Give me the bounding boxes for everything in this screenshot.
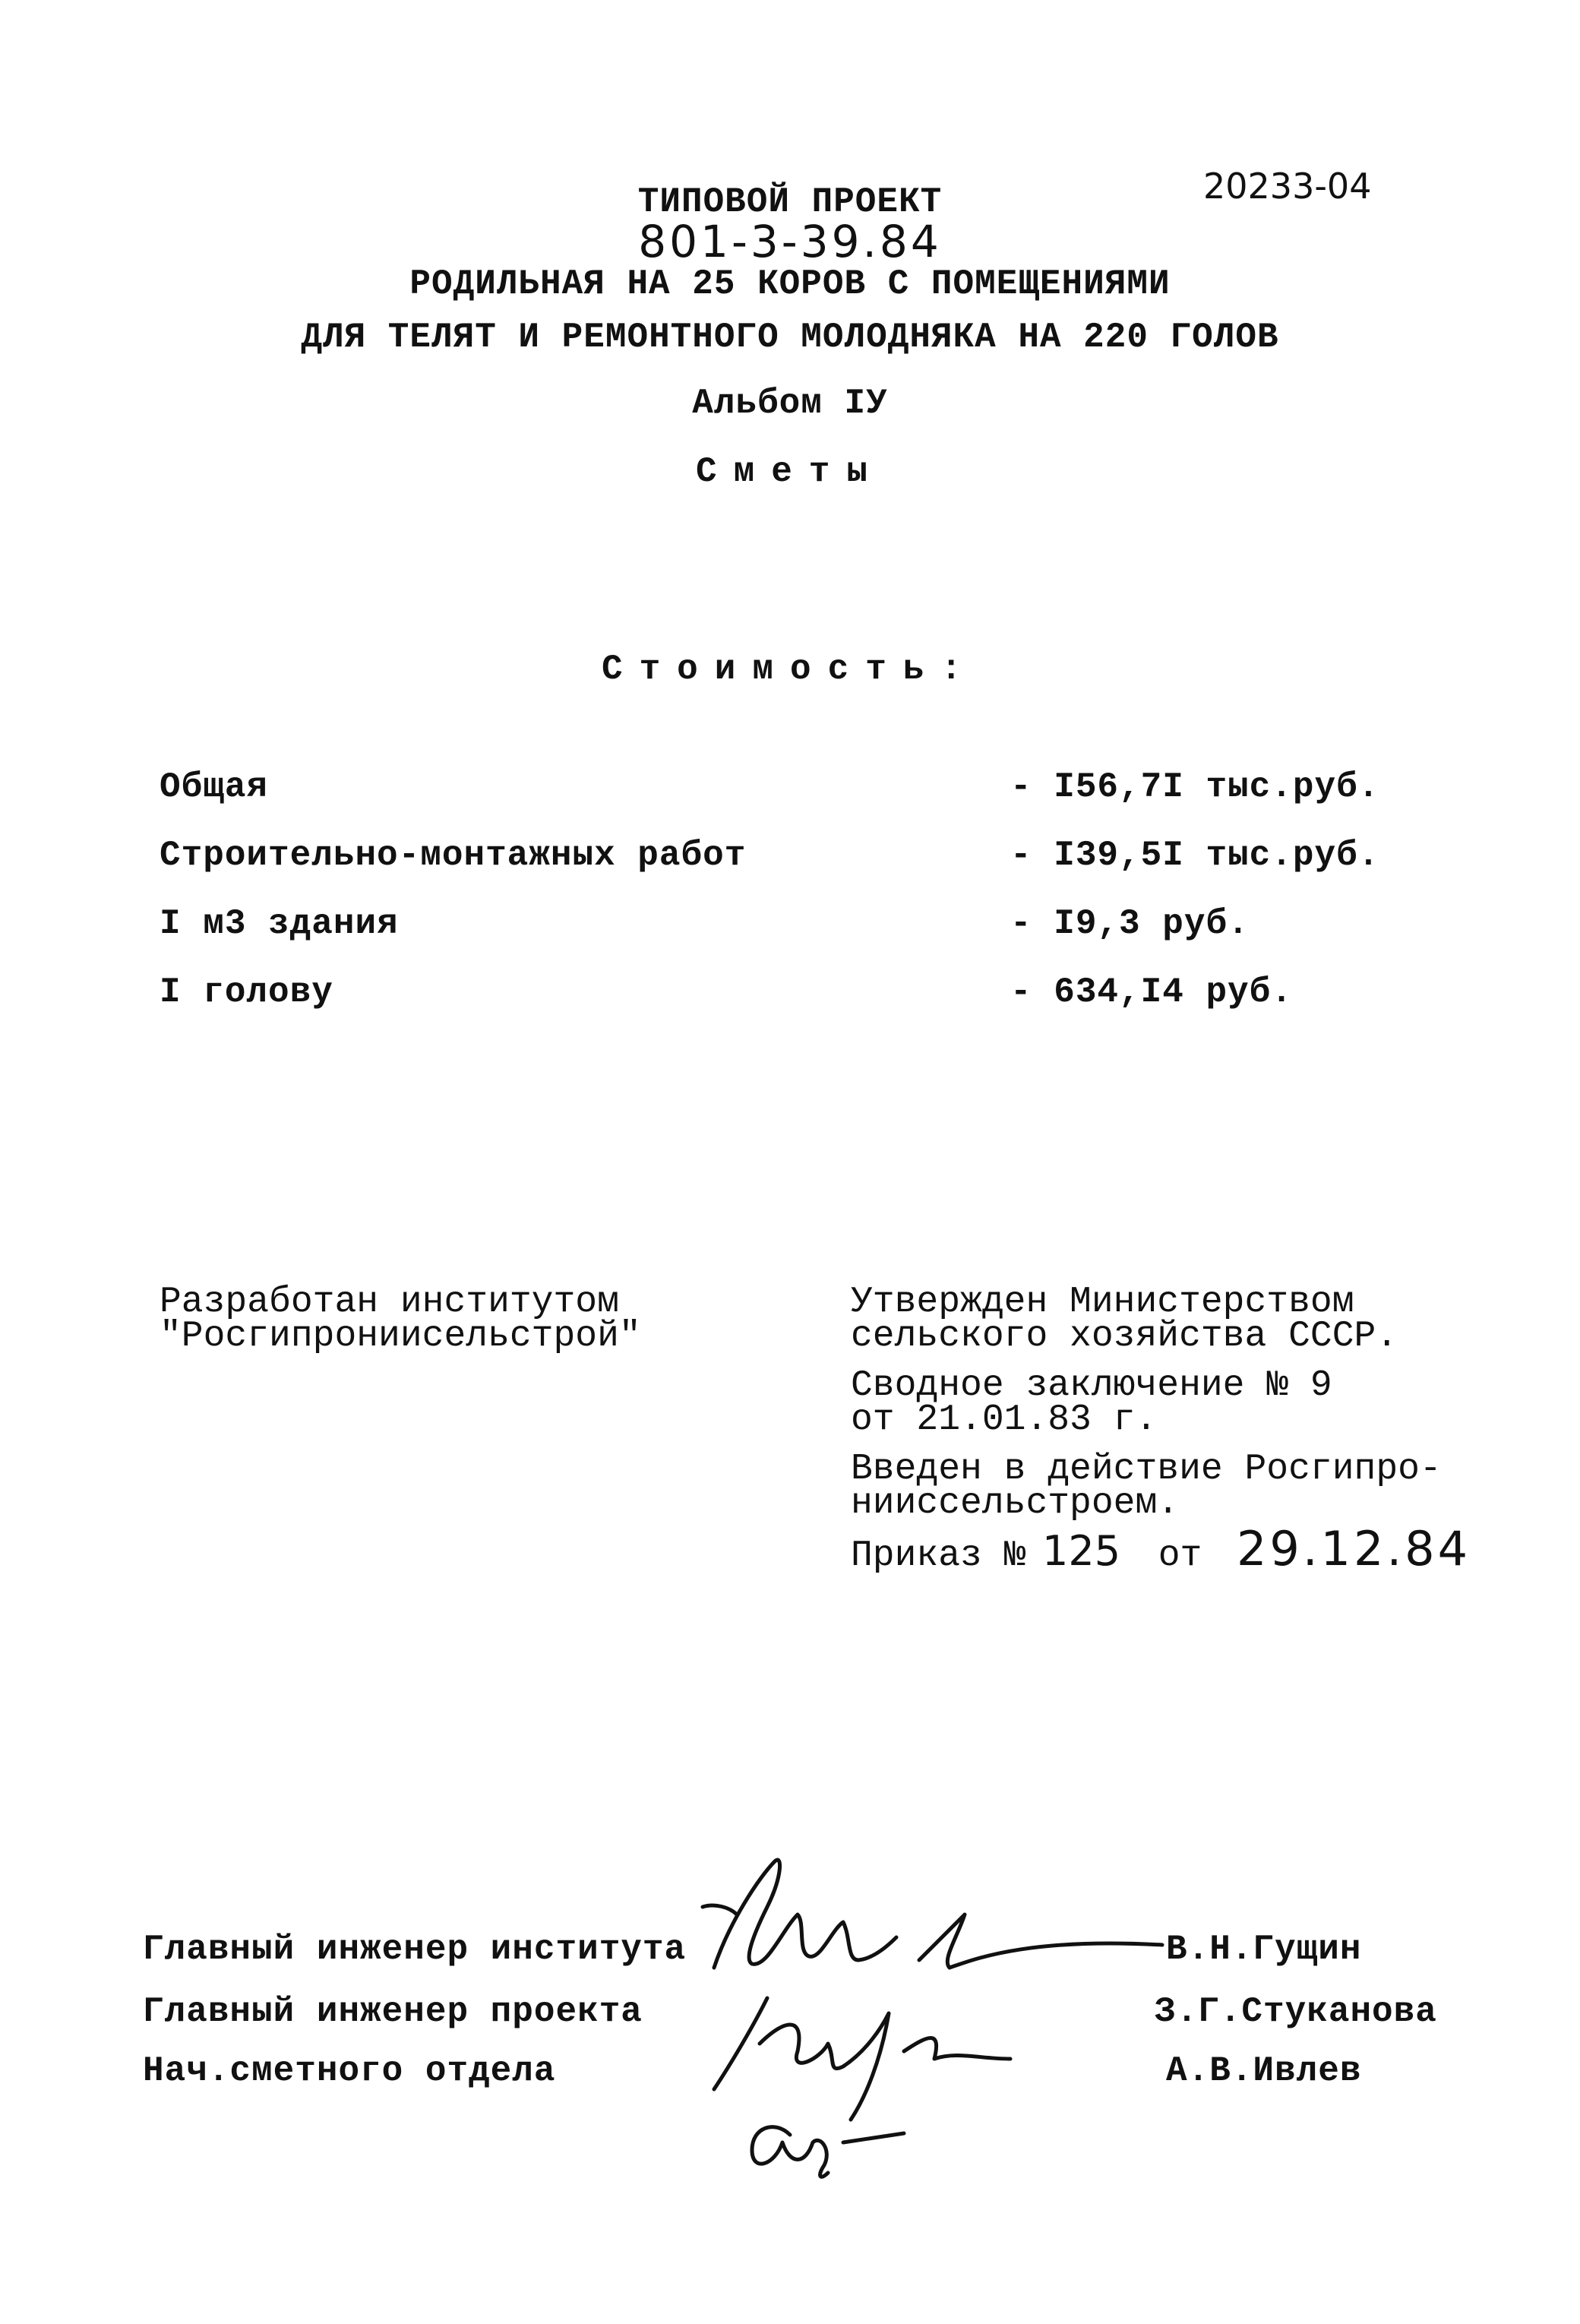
- developer-line2: "Росгипрониисельстрой": [160, 1316, 641, 1357]
- order-number: 125: [1042, 1527, 1121, 1575]
- cost-label: I м3 здания: [160, 904, 399, 944]
- developer-line1: Разработан институтом: [160, 1282, 619, 1323]
- approval-line6: нииссельстроем.: [851, 1483, 1180, 1524]
- section-title: Сметы: [695, 452, 885, 492]
- cost-label: Строительно-монтажных работ: [160, 836, 747, 875]
- signature-2-stroke: [714, 1998, 889, 2120]
- signature-name: А.В.Ивлев: [1166, 2051, 1362, 2091]
- signature-3-dash: [843, 2133, 904, 2142]
- signature-1-dot: [703, 1905, 737, 1915]
- project-title-line1: РОДИЛЬНАЯ НА 25 КОРОВ С ПОМЕЩЕНИЯМИ: [409, 264, 1171, 304]
- signature-role: Главный инженер проекта: [143, 1992, 643, 2032]
- signature-1-tail: [919, 1915, 1162, 1968]
- approval-order: [851, 1521, 1471, 1576]
- signature-name: З.Г.Стуканова: [1155, 1992, 1437, 2032]
- order-date: 29.12.84: [1236, 1521, 1471, 1576]
- approval-line1: Утвержден Министерством: [851, 1282, 1354, 1323]
- signature-1-stroke: [714, 1860, 896, 1968]
- cost-value: - I9,3 руб.: [1010, 904, 1250, 944]
- signature-name: В.Н.Гущин: [1166, 1930, 1362, 1969]
- document-number: 20233-04: [1203, 166, 1372, 207]
- project-code: 801-3-39.84: [638, 216, 942, 267]
- handwritten-signatures: [668, 1831, 1170, 2180]
- cost-value: - 634,I4 руб.: [1010, 972, 1293, 1012]
- cost-label: Общая: [160, 767, 269, 807]
- signature-2-tail: [904, 2038, 1010, 2060]
- order-label: Приказ №: [851, 1535, 1026, 1576]
- album-label: Альбом IУ: [692, 384, 888, 423]
- project-title-line2: ДЛЯ ТЕЛЯТ И РЕМОНТНОГО МОЛОДНЯКА НА 220 ГОЛОВ: [301, 318, 1279, 357]
- approval-line4: от 21.01.83 г.: [851, 1399, 1158, 1440]
- cost-value: - I56,7I тыс.руб.: [1010, 767, 1380, 807]
- signature-role: Главный инженер института: [143, 1930, 687, 1969]
- signature-3-stroke: [752, 2127, 828, 2177]
- approval-line5: Введен в действие Росгипро-: [851, 1449, 1442, 1490]
- cost-heading: Стоимость:: [601, 650, 979, 689]
- signature-role: Нач.сметного отдела: [143, 2051, 556, 2091]
- order-from: от: [1158, 1535, 1202, 1576]
- project-label: ТИПОВОЙ ПРОЕКТ: [637, 182, 943, 222]
- approval-line3: Сводное заключение № 9: [851, 1365, 1332, 1406]
- approval-line2: сельского хозяйства СССР.: [851, 1316, 1398, 1357]
- cost-label: I голову: [160, 972, 333, 1012]
- cost-value: - I39,5I тыс.руб.: [1010, 836, 1380, 875]
